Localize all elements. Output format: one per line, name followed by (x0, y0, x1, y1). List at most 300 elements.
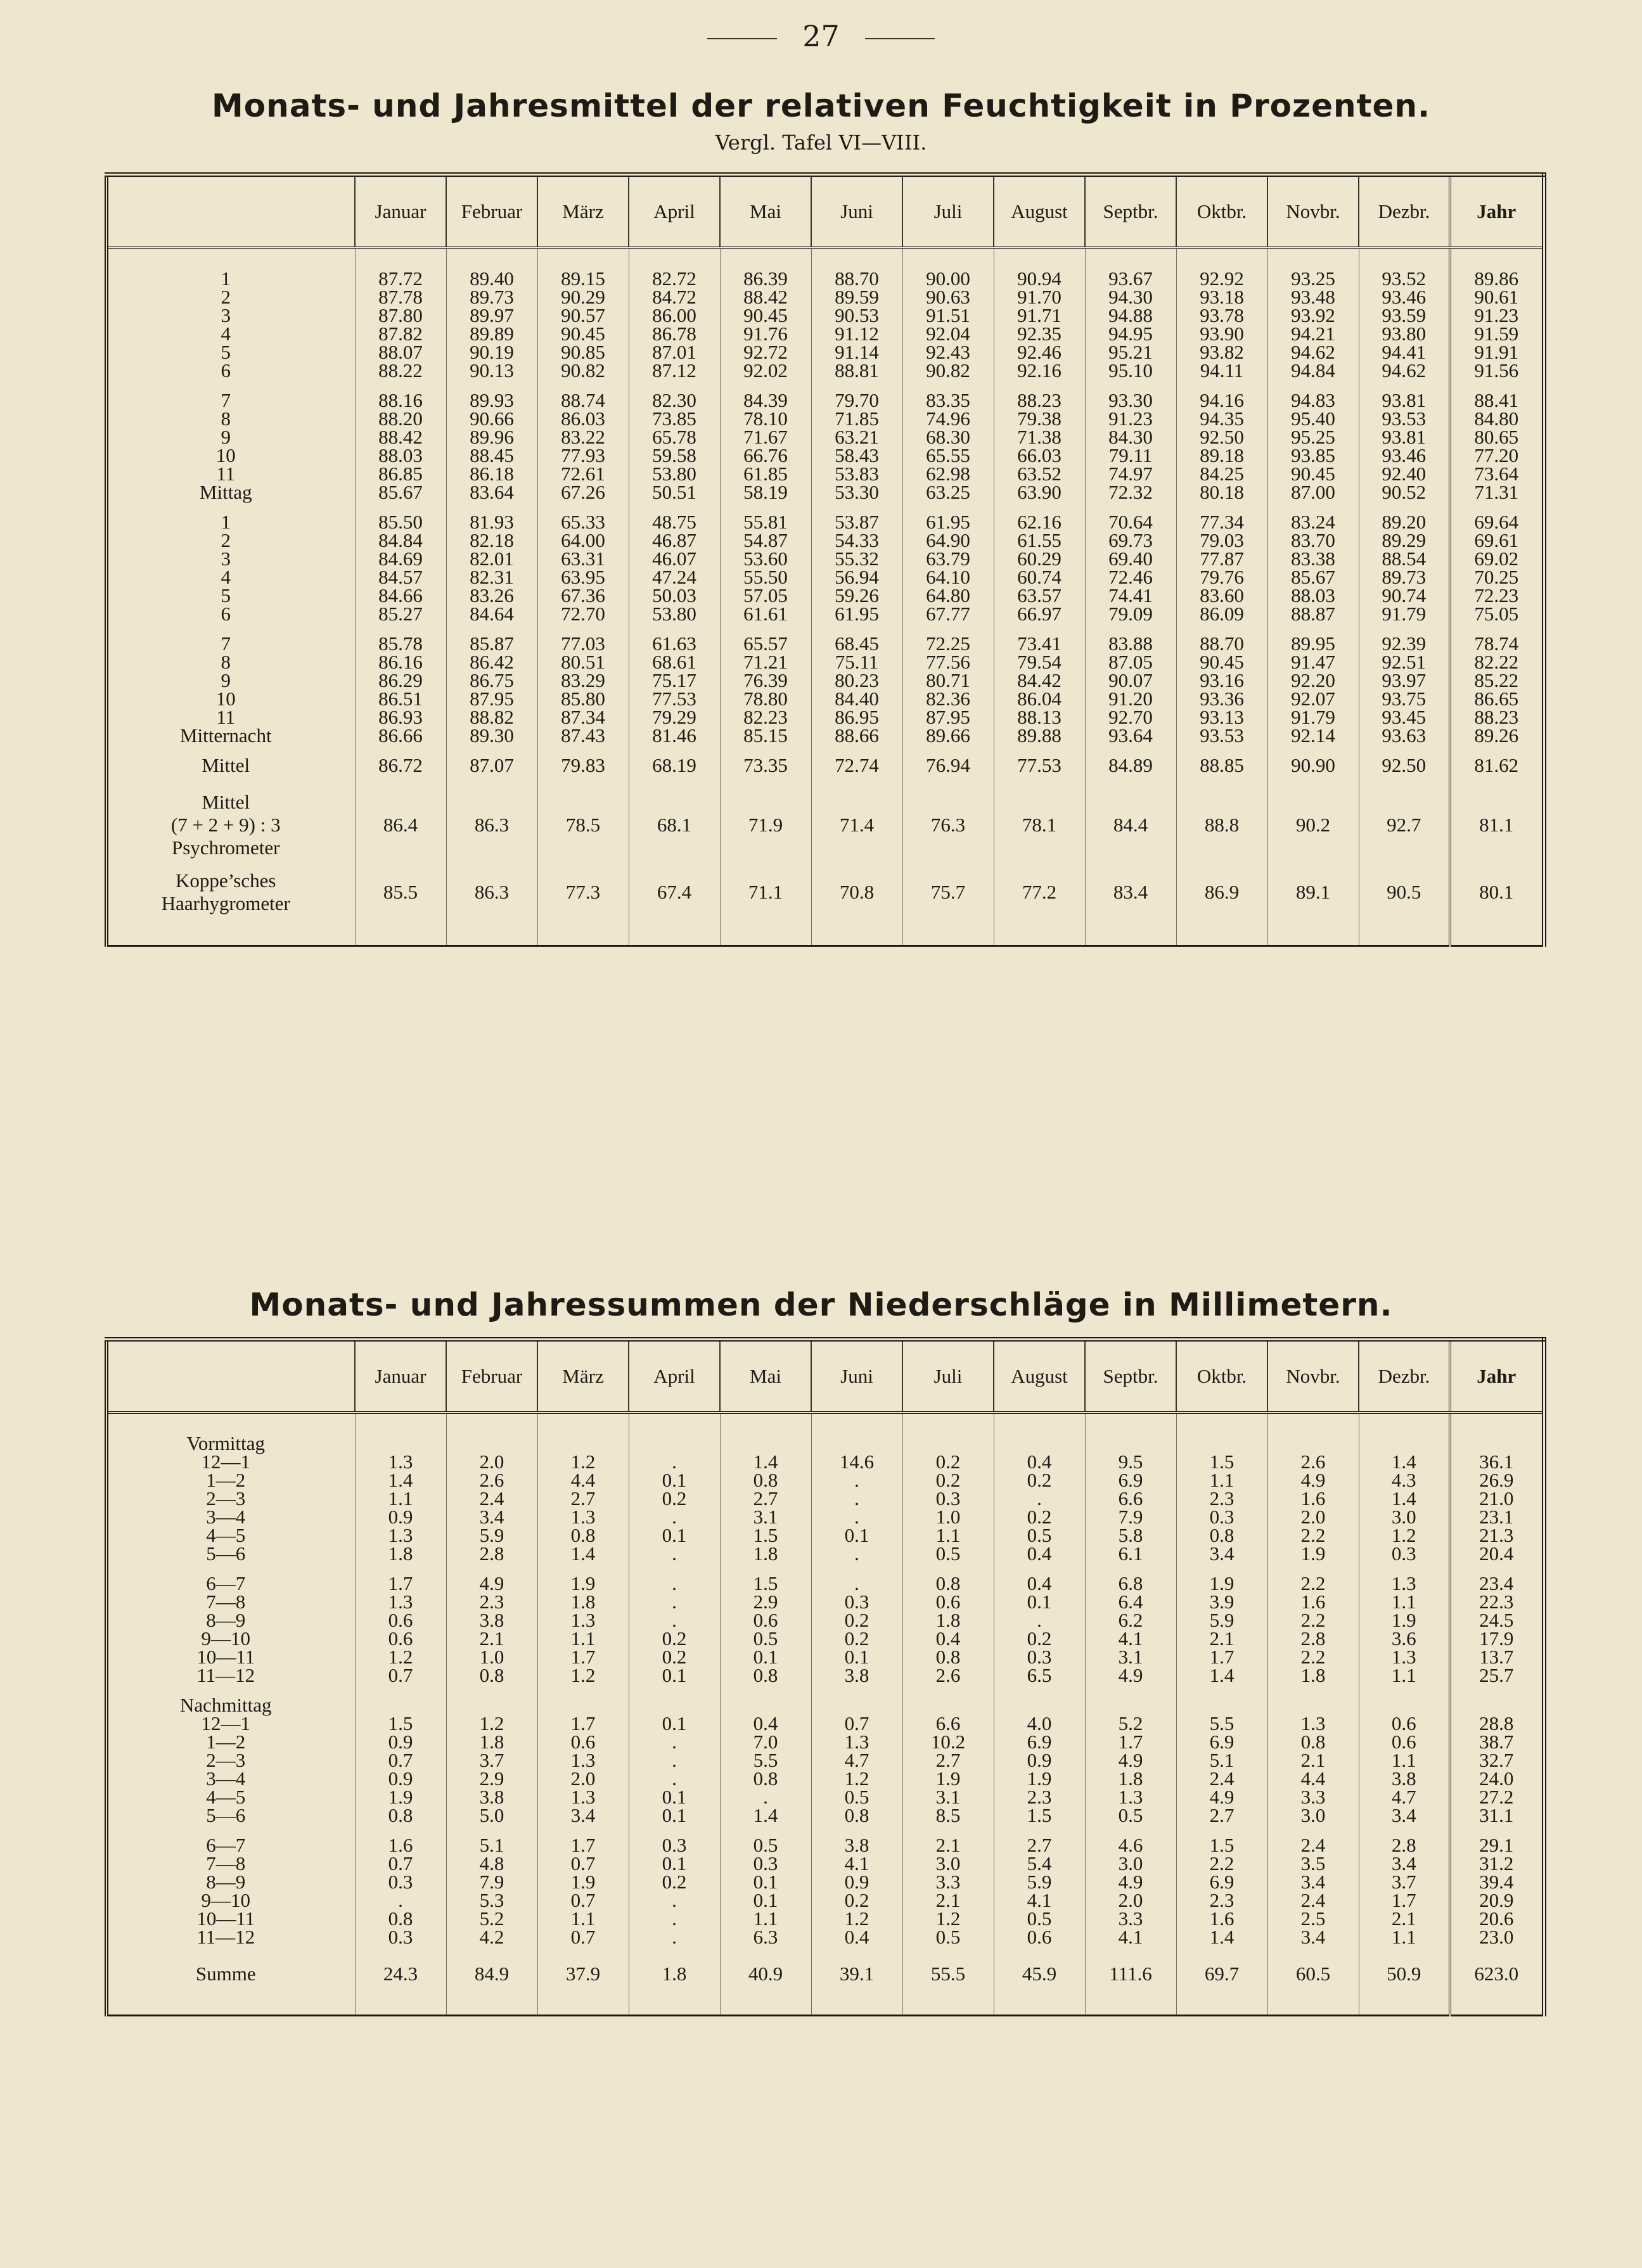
table-row (106, 689, 1544, 708)
table-row (106, 634, 1544, 653)
value-cell: 93.48 (1267, 288, 1359, 306)
row-spacer (106, 248, 1544, 269)
value-cell: 90.45 (720, 306, 811, 324)
row-label: 7—8 (206, 1852, 246, 1874)
value-cell: 66.76 (720, 446, 811, 464)
value-cell: 89.30 (446, 726, 537, 745)
value-cell: 71.9 (720, 786, 811, 864)
column-header: August (994, 175, 1085, 248)
value-cell: 85.50 (355, 513, 446, 531)
value-cell: . (811, 1489, 902, 1508)
value-cell: 0.6 (1359, 1714, 1450, 1733)
value-cell: 71.85 (811, 409, 902, 428)
value-cell: 86.4 (355, 786, 446, 864)
row-label: 6—7 (206, 1572, 246, 1594)
value-cell: 82.72 (629, 269, 720, 288)
row-label: 6 (221, 359, 231, 381)
value-cell: 4.3 (1359, 1471, 1450, 1489)
value-cell: 77.93 (537, 446, 629, 464)
value-cell: 3.4 (1359, 1854, 1450, 1873)
value-cell: 1.9 (537, 1574, 629, 1592)
value-cell: 25.7 (1450, 1666, 1544, 1684)
table-row (106, 1666, 1544, 1684)
value-cell: 90.52 (1359, 483, 1450, 501)
value-cell: 0.3 (1176, 1508, 1267, 1526)
value-cell: 3.3 (1085, 1909, 1176, 1928)
row-label: 1 (221, 267, 231, 290)
value-cell: 1.5 (355, 1714, 446, 1733)
value-cell: . (629, 1452, 720, 1471)
table-row (106, 1629, 1544, 1648)
value-cell: 0.1 (720, 1891, 811, 1909)
value-cell: 66.97 (994, 605, 1085, 623)
table-row (106, 786, 1544, 864)
value-cell: 64.80 (902, 586, 994, 605)
value-cell: 1.1 (1176, 1471, 1267, 1489)
value-cell: 72.46 (1085, 568, 1176, 586)
value-cell: 24.0 (1450, 1769, 1544, 1788)
row-label: 6—7 (206, 1834, 246, 1856)
table-row (106, 1452, 1544, 1471)
value-cell: 83.70 (1267, 531, 1359, 549)
value-cell: 1.1 (1359, 1928, 1450, 1946)
value-cell: 94.21 (1267, 324, 1359, 343)
value-cell: 86.04 (994, 689, 1085, 708)
value-cell: 2.8 (1359, 1836, 1450, 1854)
column-header: April (629, 175, 720, 248)
value-cell: 88.81 (811, 361, 902, 380)
value-cell: 21.3 (1450, 1526, 1544, 1544)
value-cell: 85.67 (1267, 568, 1359, 586)
row-label: 7 (221, 389, 231, 411)
value-cell: 3.4 (537, 1806, 629, 1824)
column-header: Oktbr. (1176, 1340, 1267, 1413)
value-cell: 0.2 (811, 1611, 902, 1629)
value-cell: 50.51 (629, 483, 720, 501)
value-cell: 72.25 (902, 634, 994, 653)
value-cell: 90.63 (902, 288, 994, 306)
column-header: Februar (446, 1340, 537, 1413)
value-cell: 0.6 (994, 1928, 1085, 1946)
value-cell: 93.90 (1176, 324, 1267, 343)
value-cell: 0.9 (355, 1769, 446, 1788)
value-cell: 68.61 (629, 653, 720, 671)
value-cell: 7.9 (446, 1873, 537, 1891)
value-cell: 86.9 (1176, 864, 1267, 921)
value-cell: 63.95 (537, 568, 629, 586)
value-cell: 29.1 (1450, 1836, 1544, 1854)
value-cell: 64.90 (902, 531, 994, 549)
value-cell: 1.3 (1085, 1788, 1176, 1806)
table-row (106, 1489, 1544, 1508)
value-cell: 93.52 (1359, 269, 1450, 288)
value-cell: 65.57 (720, 634, 811, 653)
value-cell: 50.9 (1359, 1957, 1450, 1990)
value-cell: 24.3 (355, 1957, 446, 1990)
table-row (106, 1854, 1544, 1873)
value-cell: 31.1 (1450, 1806, 1544, 1824)
value-cell: 61.95 (811, 605, 902, 623)
row-label: 9—10 (201, 1627, 250, 1650)
value-cell: 94.95 (1085, 324, 1176, 343)
table-row (106, 586, 1544, 605)
value-cell: 88.8 (1176, 786, 1267, 864)
table-row (106, 409, 1544, 428)
value-cell: 72.70 (537, 605, 629, 623)
value-cell: 61.63 (629, 634, 720, 653)
value-cell: 88.42 (720, 288, 811, 306)
value-cell: 3.4 (1267, 1928, 1359, 1946)
value-cell: 2.9 (446, 1769, 537, 1788)
value-cell: 91.51 (902, 306, 994, 324)
value-cell: 2.8 (446, 1544, 537, 1563)
value-cell: 89.86 (1450, 269, 1544, 288)
value-cell: 68.30 (902, 428, 994, 446)
humidity-subtitle: Vergl. Tafel VI—VIII. (715, 131, 927, 155)
value-cell: 0.3 (811, 1592, 902, 1611)
value-cell: 0.8 (446, 1666, 537, 1684)
value-cell: 4.1 (994, 1891, 1085, 1909)
value-cell: 59.58 (629, 446, 720, 464)
value-cell: 94.41 (1359, 343, 1450, 361)
value-cell: 84.84 (355, 531, 446, 549)
value-cell: 91.47 (1267, 653, 1359, 671)
value-cell: 88.03 (1267, 586, 1359, 605)
value-cell: 6.9 (1176, 1873, 1267, 1891)
value-cell: 87.43 (537, 726, 629, 745)
row-label: 4 (221, 566, 231, 588)
value-cell: . (355, 1891, 446, 1909)
value-cell: 91.71 (994, 306, 1085, 324)
value-cell: 71.67 (720, 428, 811, 446)
table-row (106, 1733, 1544, 1751)
value-cell: 1.4 (1359, 1452, 1450, 1471)
section-heading-row (106, 1434, 1544, 1452)
value-cell: 84.80 (1450, 409, 1544, 428)
value-cell: 82.22 (1450, 653, 1544, 671)
value-cell: . (629, 1508, 720, 1526)
value-cell: 1.7 (1176, 1648, 1267, 1666)
value-cell: 90.82 (537, 361, 629, 380)
table-row (106, 1891, 1544, 1909)
value-cell: 80.23 (811, 671, 902, 689)
value-cell: 37.9 (537, 1957, 629, 1990)
value-cell: 1.4 (537, 1544, 629, 1563)
value-cell: 90.61 (1450, 288, 1544, 306)
value-cell: 1.9 (1176, 1574, 1267, 1592)
value-cell: 75.7 (902, 864, 994, 921)
table-row (106, 726, 1544, 745)
value-cell: 87.07 (446, 745, 537, 786)
value-cell: 6.8 (1085, 1574, 1176, 1592)
value-cell: 87.00 (1267, 483, 1359, 501)
value-cell: 0.8 (811, 1806, 902, 1824)
value-cell: 45.9 (994, 1957, 1085, 1990)
value-cell: 1.0 (902, 1508, 994, 1526)
value-cell: 0.1 (629, 1806, 720, 1824)
value-cell: 50.03 (629, 586, 720, 605)
value-cell: 1.7 (1085, 1733, 1176, 1751)
value-cell: 3.8 (811, 1666, 902, 1684)
value-cell: 83.35 (902, 391, 994, 409)
value-cell: 71.38 (994, 428, 1085, 446)
value-cell: 4.9 (1267, 1471, 1359, 1489)
value-cell: 3.6 (1359, 1629, 1450, 1648)
row-spacer (106, 1413, 1544, 1434)
table-row (106, 549, 1544, 568)
value-cell: 93.81 (1359, 428, 1450, 446)
column-header: Jahr (1450, 175, 1544, 248)
value-cell: 80.51 (537, 653, 629, 671)
value-cell: 55.5 (902, 1957, 994, 1990)
value-cell: 0.8 (720, 1769, 811, 1788)
value-cell: 1.2 (537, 1666, 629, 1684)
value-cell: 86.42 (446, 653, 537, 671)
value-cell: 1.5 (1176, 1452, 1267, 1471)
value-cell: 0.1 (629, 1854, 720, 1873)
row-spacer (106, 1990, 1544, 2016)
value-cell: 89.15 (537, 269, 629, 288)
value-cell: 1.2 (811, 1909, 902, 1928)
value-cell: 86.39 (720, 269, 811, 288)
value-cell: 0.4 (902, 1629, 994, 1648)
value-cell: 64.10 (902, 568, 994, 586)
value-cell: 0.4 (994, 1544, 1085, 1563)
value-cell: 83.26 (446, 586, 537, 605)
value-cell: 92.14 (1267, 726, 1359, 745)
value-cell: 4.7 (811, 1751, 902, 1769)
value-cell: 72.74 (811, 745, 902, 786)
value-cell: 87.95 (902, 708, 994, 726)
value-cell: 3.5 (1267, 1854, 1359, 1873)
value-cell: 0.7 (355, 1666, 446, 1684)
value-cell: 84.57 (355, 568, 446, 586)
value-cell: 73.41 (994, 634, 1085, 653)
value-cell: 84.64 (446, 605, 537, 623)
value-cell: 69.73 (1085, 531, 1176, 549)
value-cell: 88.23 (1450, 708, 1544, 726)
value-cell: 88.54 (1359, 549, 1450, 568)
table-row (106, 1471, 1544, 1489)
value-cell: 80.18 (1176, 483, 1267, 501)
value-cell: 73.85 (629, 409, 720, 428)
value-cell: 85.15 (720, 726, 811, 745)
humidity-title: Monats- und Jahresmittel der relativen Feuchtigkeit in Prozenten. (212, 87, 1430, 124)
value-cell: 23.1 (1450, 1508, 1544, 1526)
value-cell: 73.64 (1450, 464, 1544, 483)
value-cell: 1.3 (355, 1452, 446, 1471)
value-cell: 93.53 (1176, 726, 1267, 745)
value-cell: 86.3 (446, 864, 537, 921)
row-label-line: Haarhygrometer (161, 892, 290, 914)
value-cell: 83.24 (1267, 513, 1359, 531)
value-cell: 3.0 (902, 1854, 994, 1873)
value-cell: 92.07 (1267, 689, 1359, 708)
value-cell: 2.3 (1176, 1489, 1267, 1508)
value-cell: 1.9 (355, 1788, 446, 1806)
row-label: 2 (221, 529, 231, 551)
table-row (106, 605, 1544, 623)
value-cell: 0.1 (629, 1526, 720, 1544)
value-cell: 2.0 (537, 1769, 629, 1788)
value-cell: 90.82 (902, 361, 994, 380)
table-row (106, 1769, 1544, 1788)
value-cell: 89.20 (1359, 513, 1450, 531)
value-cell: 0.3 (355, 1873, 446, 1891)
value-cell: 63.90 (994, 483, 1085, 501)
value-cell: 0.2 (902, 1452, 994, 1471)
value-cell: 68.45 (811, 634, 902, 653)
value-cell: 94.11 (1176, 361, 1267, 380)
column-header: April (629, 1340, 720, 1413)
value-cell: 2.8 (1267, 1629, 1359, 1648)
row-label: 10—11 (196, 1646, 255, 1668)
value-cell: 1.2 (902, 1909, 994, 1928)
value-cell: 89.1 (1267, 864, 1359, 921)
value-cell: 54.87 (720, 531, 811, 549)
column-header: Septbr. (1085, 1340, 1176, 1413)
value-cell: 2.6 (1267, 1452, 1359, 1471)
value-cell: 1.4 (1359, 1489, 1450, 1508)
value-cell: 0.6 (537, 1733, 629, 1751)
value-cell: 1.4 (355, 1471, 446, 1489)
value-cell: 27.2 (1450, 1788, 1544, 1806)
row-spacer (106, 1946, 1544, 1957)
value-cell: 87.12 (629, 361, 720, 380)
value-cell: 68.1 (629, 786, 720, 864)
value-cell: 2.1 (1176, 1629, 1267, 1648)
humidity-header-row (106, 175, 1544, 248)
value-cell: 4.2 (446, 1928, 537, 1946)
value-cell: 24.5 (1450, 1611, 1544, 1629)
row-label: 12—1 (201, 1451, 250, 1473)
value-cell: 0.8 (1267, 1733, 1359, 1751)
value-cell: 79.29 (629, 708, 720, 726)
row-label: 11 (216, 706, 236, 728)
row-label: 8—9 (206, 1609, 246, 1631)
value-cell: 87.72 (355, 269, 446, 288)
value-cell: 0.8 (720, 1666, 811, 1684)
value-cell: 1.7 (1359, 1891, 1450, 1909)
value-cell: . (994, 1611, 1085, 1629)
table-row (106, 343, 1544, 361)
value-cell: . (811, 1508, 902, 1526)
value-cell: 1.1 (537, 1629, 629, 1648)
value-cell: 84.4 (1085, 786, 1176, 864)
value-cell: 89.73 (446, 288, 537, 306)
value-cell: 93.64 (1085, 726, 1176, 745)
value-cell: 39.4 (1450, 1873, 1544, 1891)
value-cell: 85.80 (537, 689, 629, 708)
column-header: Dezbr. (1359, 1340, 1450, 1413)
value-cell: 93.59 (1359, 306, 1450, 324)
value-cell: 0.2 (994, 1629, 1085, 1648)
value-cell: 6.9 (1176, 1733, 1267, 1751)
value-cell: 8.5 (902, 1806, 994, 1824)
value-cell: 0.4 (720, 1714, 811, 1733)
value-cell: 93.53 (1359, 409, 1450, 428)
table-row (106, 428, 1544, 446)
value-cell: 78.5 (537, 786, 629, 864)
value-cell: . (811, 1574, 902, 1592)
value-cell: 0.1 (811, 1526, 902, 1544)
row-label: 8—9 (206, 1871, 246, 1893)
value-cell: 90.19 (446, 343, 537, 361)
value-cell: 7.0 (720, 1733, 811, 1751)
value-cell: 21.0 (1450, 1489, 1544, 1508)
value-cell: 77.87 (1176, 549, 1267, 568)
value-cell: 62.98 (902, 464, 994, 483)
value-cell: 4.7 (1359, 1788, 1450, 1806)
value-cell: 78.74 (1450, 634, 1544, 653)
value-cell: 0.6 (355, 1611, 446, 1629)
value-cell: 89.40 (446, 269, 537, 288)
value-cell: 94.62 (1359, 361, 1450, 380)
value-cell: 92.50 (1176, 428, 1267, 446)
row-label: 9 (221, 426, 231, 448)
value-cell: 55.50 (720, 568, 811, 586)
value-cell: 83.60 (1176, 586, 1267, 605)
value-cell: 91.59 (1450, 324, 1544, 343)
precipitation-title: Monats- und Jahressummen der Niederschläge in Millimetern. (249, 1286, 1393, 1323)
value-cell: 2.2 (1176, 1854, 1267, 1873)
value-cell: 60.74 (994, 568, 1085, 586)
table-row (106, 671, 1544, 689)
value-cell: 1.4 (1176, 1928, 1267, 1946)
value-cell: 75.05 (1450, 605, 1544, 623)
value-cell: 2.1 (1267, 1751, 1359, 1769)
value-cell: 4.4 (537, 1471, 629, 1489)
row-label: 1—2 (206, 1731, 246, 1753)
value-cell: 90.5 (1359, 864, 1450, 921)
value-cell: 1.8 (902, 1611, 994, 1629)
value-cell: 91.91 (1450, 343, 1544, 361)
value-cell: 67.4 (629, 864, 720, 921)
page-number: 27 (0, 19, 1642, 53)
value-cell: 93.25 (1267, 269, 1359, 288)
value-cell: 3.4 (1176, 1544, 1267, 1563)
value-cell: 88.66 (811, 726, 902, 745)
value-cell: 6.2 (1085, 1611, 1176, 1629)
value-cell: 20.6 (1450, 1909, 1544, 1928)
value-cell: 77.56 (902, 653, 994, 671)
value-cell: 4.9 (1085, 1666, 1176, 1684)
value-cell: 92.20 (1267, 671, 1359, 689)
value-cell: 83.38 (1267, 549, 1359, 568)
value-cell: 1.9 (994, 1769, 1085, 1788)
row-label: 2—3 (206, 1487, 246, 1509)
row-spacer (106, 921, 1544, 946)
value-cell: 79.70 (811, 391, 902, 409)
value-cell: 31.2 (1450, 1854, 1544, 1873)
value-cell: 91.23 (1450, 306, 1544, 324)
value-cell: 93.45 (1359, 708, 1450, 726)
value-cell: 1.1 (902, 1526, 994, 1544)
value-cell: 86.66 (355, 726, 446, 745)
value-cell: 79.54 (994, 653, 1085, 671)
value-cell: 56.94 (811, 568, 902, 586)
value-cell: 2.1 (446, 1629, 537, 1648)
value-cell: 1.5 (720, 1574, 811, 1592)
value-cell: 84.69 (355, 549, 446, 568)
value-cell: 0.6 (1359, 1733, 1450, 1751)
value-cell: 89.97 (446, 306, 537, 324)
value-cell: 74.41 (1085, 586, 1176, 605)
value-cell: 3.8 (1359, 1769, 1450, 1788)
value-cell: 87.01 (629, 343, 720, 361)
value-cell: . (629, 1909, 720, 1928)
value-cell: 75.11 (811, 653, 902, 671)
